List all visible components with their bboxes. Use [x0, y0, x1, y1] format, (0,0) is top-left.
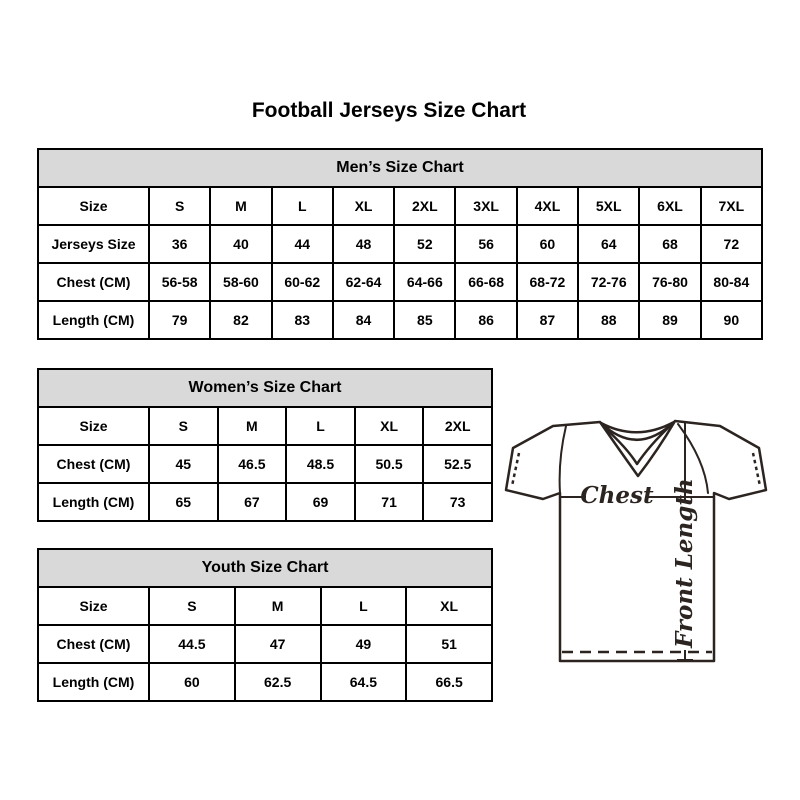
row-label-cell: Chest (CM) — [38, 263, 149, 301]
value-cell: S — [149, 587, 235, 625]
value-cell: 72 — [701, 225, 762, 263]
mens-size-table — [37, 148, 763, 340]
value-cell: XL — [355, 407, 424, 445]
value-cell: 60 — [517, 225, 578, 263]
value-cell: 73 — [423, 483, 492, 521]
value-cell: 56 — [455, 225, 516, 263]
value-cell: 65 — [149, 483, 218, 521]
table-title-row — [38, 149, 762, 187]
value-cell: S — [149, 407, 218, 445]
value-cell: M — [210, 187, 271, 225]
value-cell: L — [286, 407, 355, 445]
value-cell: XL — [406, 587, 492, 625]
jersey-outline-shape — [506, 421, 766, 661]
value-cell: 45 — [149, 445, 218, 483]
value-cell: 84 — [333, 301, 394, 339]
row-label-cell: Size — [38, 187, 149, 225]
value-cell: 56-58 — [149, 263, 210, 301]
chest-label: Chest — [580, 482, 654, 509]
value-cell: 76-80 — [639, 263, 700, 301]
value-cell: M — [218, 407, 287, 445]
table-row — [38, 445, 492, 483]
row-label-cell: Chest (CM) — [38, 445, 149, 483]
row-label-cell: Length (CM) — [38, 663, 149, 701]
value-cell: 2XL — [394, 187, 455, 225]
table-row — [38, 663, 492, 701]
value-cell: 4XL — [517, 187, 578, 225]
value-cell: 44.5 — [149, 625, 235, 663]
value-cell: 49 — [321, 625, 407, 663]
womens-size-table — [37, 368, 493, 522]
value-cell: 80-84 — [701, 263, 762, 301]
value-cell: 36 — [149, 225, 210, 263]
value-cell: 66-68 — [455, 263, 516, 301]
value-cell: 47 — [235, 625, 321, 663]
value-cell: 62-64 — [333, 263, 394, 301]
value-cell: 7XL — [701, 187, 762, 225]
value-cell: M — [235, 587, 321, 625]
value-cell: 64-66 — [394, 263, 455, 301]
value-cell: 64 — [578, 225, 639, 263]
value-cell: 6XL — [639, 187, 700, 225]
value-cell: 67 — [218, 483, 287, 521]
value-cell: 83 — [272, 301, 333, 339]
value-cell: 44 — [272, 225, 333, 263]
table-row — [38, 225, 762, 263]
value-cell: 2XL — [423, 407, 492, 445]
table-row — [38, 263, 762, 301]
value-cell: 69 — [286, 483, 355, 521]
value-cell: 48 — [333, 225, 394, 263]
front-length-label: Front Length — [671, 478, 698, 648]
value-cell: 52 — [394, 225, 455, 263]
value-cell: L — [272, 187, 333, 225]
value-cell: 60 — [149, 663, 235, 701]
womens-size-chart-title: Women’s Size Chart — [38, 369, 492, 407]
value-cell: 85 — [394, 301, 455, 339]
table-row — [38, 187, 762, 225]
row-label-cell: Length (CM) — [38, 483, 149, 521]
table-title-row — [38, 549, 492, 587]
row-label-cell: Jerseys Size — [38, 225, 149, 263]
value-cell: 3XL — [455, 187, 516, 225]
value-cell: 64.5 — [321, 663, 407, 701]
value-cell: S — [149, 187, 210, 225]
value-cell: L — [321, 587, 407, 625]
value-cell: 46.5 — [218, 445, 287, 483]
value-cell: 79 — [149, 301, 210, 339]
value-cell: 62.5 — [235, 663, 321, 701]
table-title-row — [38, 369, 492, 407]
value-cell: 5XL — [578, 187, 639, 225]
value-cell: 71 — [355, 483, 424, 521]
table-row — [38, 625, 492, 663]
table-row — [38, 407, 492, 445]
value-cell: XL — [333, 187, 394, 225]
value-cell: 66.5 — [406, 663, 492, 701]
youth-size-table — [37, 548, 493, 702]
value-cell: 58-60 — [210, 263, 271, 301]
value-cell: 87 — [517, 301, 578, 339]
value-cell: 72-76 — [578, 263, 639, 301]
value-cell: 68 — [639, 225, 700, 263]
page-title: Football Jerseys Size Chart — [251, 99, 527, 122]
value-cell: 90 — [701, 301, 762, 339]
table-row — [38, 483, 492, 521]
value-cell: 89 — [639, 301, 700, 339]
row-label-cell: Size — [38, 587, 149, 625]
value-cell: 82 — [210, 301, 271, 339]
table-row — [38, 587, 492, 625]
table-row — [38, 301, 762, 339]
value-cell: 60-62 — [272, 263, 333, 301]
value-cell: 52.5 — [423, 445, 492, 483]
row-label-cell: Size — [38, 407, 149, 445]
value-cell: 40 — [210, 225, 271, 263]
row-label-cell: Chest (CM) — [38, 625, 149, 663]
value-cell: 68-72 — [517, 263, 578, 301]
youth-size-chart-title: Youth Size Chart — [38, 549, 492, 587]
value-cell: 88 — [578, 301, 639, 339]
value-cell: 48.5 — [286, 445, 355, 483]
row-label-cell: Length (CM) — [38, 301, 149, 339]
jersey-measurement-diagram — [498, 398, 774, 674]
value-cell: 50.5 — [355, 445, 424, 483]
mens-size-chart-title: Men’s Size Chart — [38, 149, 762, 187]
value-cell: 51 — [406, 625, 492, 663]
value-cell: 86 — [455, 301, 516, 339]
